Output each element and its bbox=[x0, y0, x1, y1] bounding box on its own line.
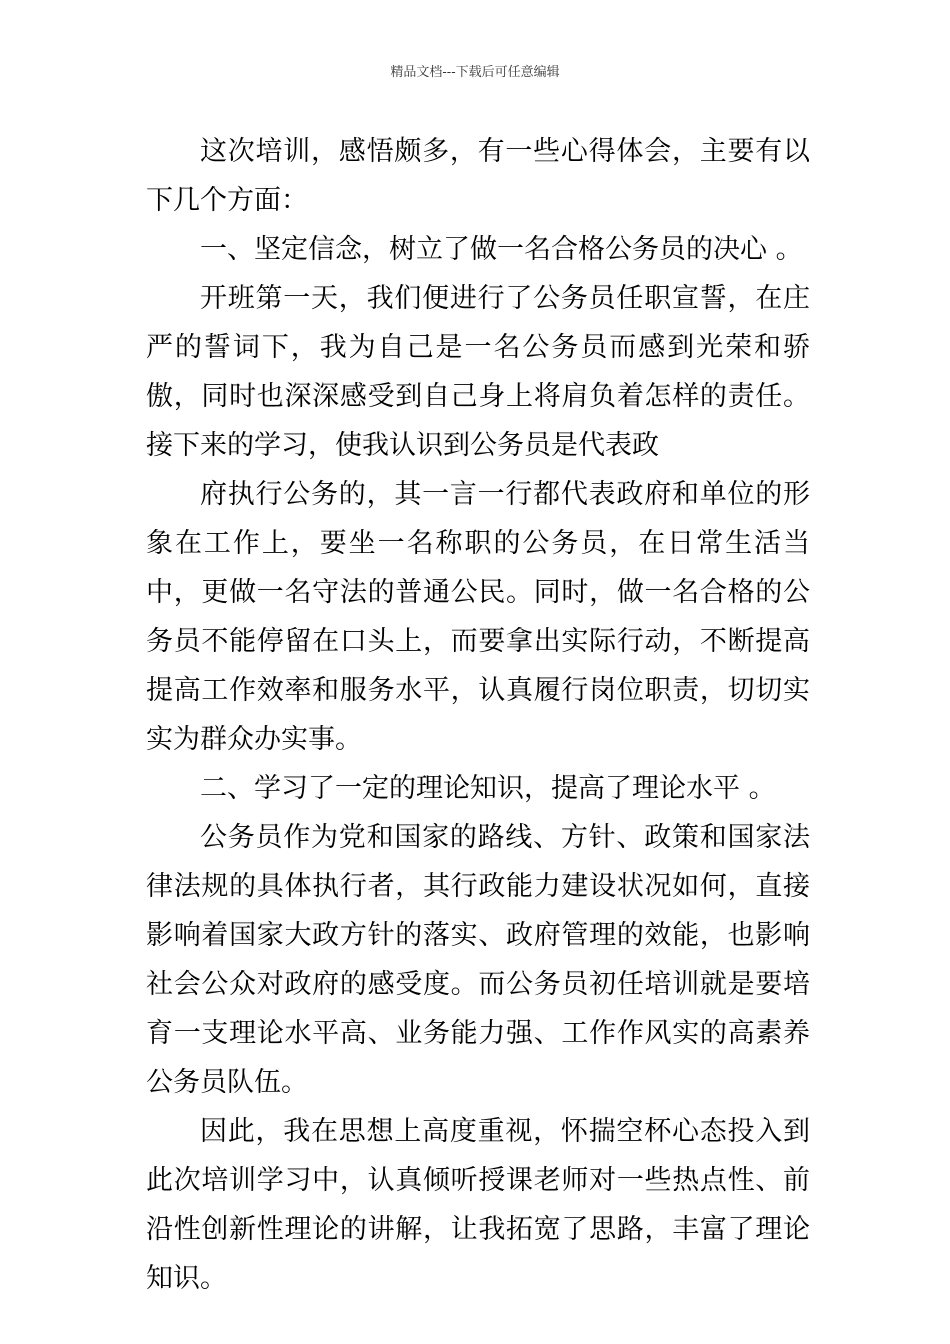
paragraph-oath: 开班第一天，我们便进行了公务员任职宣誓，在庄严的誓词下，我为自己是一名公务员而感到光荣和骄傲，同时也深深感受到自己身上将肩负着怎样的责任。接下来的学习，使我认识到公务员是代表政 bbox=[146, 283, 810, 461]
paragraph-heading-1: 一、坚定信念，树立了做一名合格公务员的决心 。 bbox=[200, 234, 803, 265]
paragraph-study: 因此，我在思想上高度重视，怀揣空杯心态投入到此次培训学习中，认真倾听授课老师对一些热点性、前沿性创新性理论的讲解，让我拓宽了思路，丰富了理论知识。 bbox=[146, 1116, 810, 1294]
document-body bbox=[146, 127, 810, 1303]
paragraph-role: 公务员作为党和国家的路线、方针、政策和国家法律法规的具体执行者，其行政能力建设状况如何，直接影响着国家大政方针的落实、政府管理的效能，也影响社会公众对政府的感受度。而公务员初任培训就是要培育一支理论水平高、业务能力强、工作作风实的高素养公务员队伍。 bbox=[146, 822, 810, 1098]
paragraph-intro: 这次培训，感悟颇多，有一些心得体会，主要有以下几个方面： bbox=[146, 136, 810, 216]
paragraph-duty: 府执行公务的，其一言一行都代表政府和单位的形象在工作上，要坐一名称职的公务员，在日常生活当中，更做一名守法的普通公民。同时，做一名合格的公务员不能停留在口头上，而要拿出实际行动，不断提高提高工作效率和服务水平，认真履行岗位职责，切切实实为群众办实事。 bbox=[146, 479, 810, 755]
paragraph-heading-2: 二、学习了一定的理论知识，提高了理论水平 。 bbox=[200, 773, 776, 804]
page-header: 精品文档---下载后可任意编辑 bbox=[390, 65, 560, 80]
